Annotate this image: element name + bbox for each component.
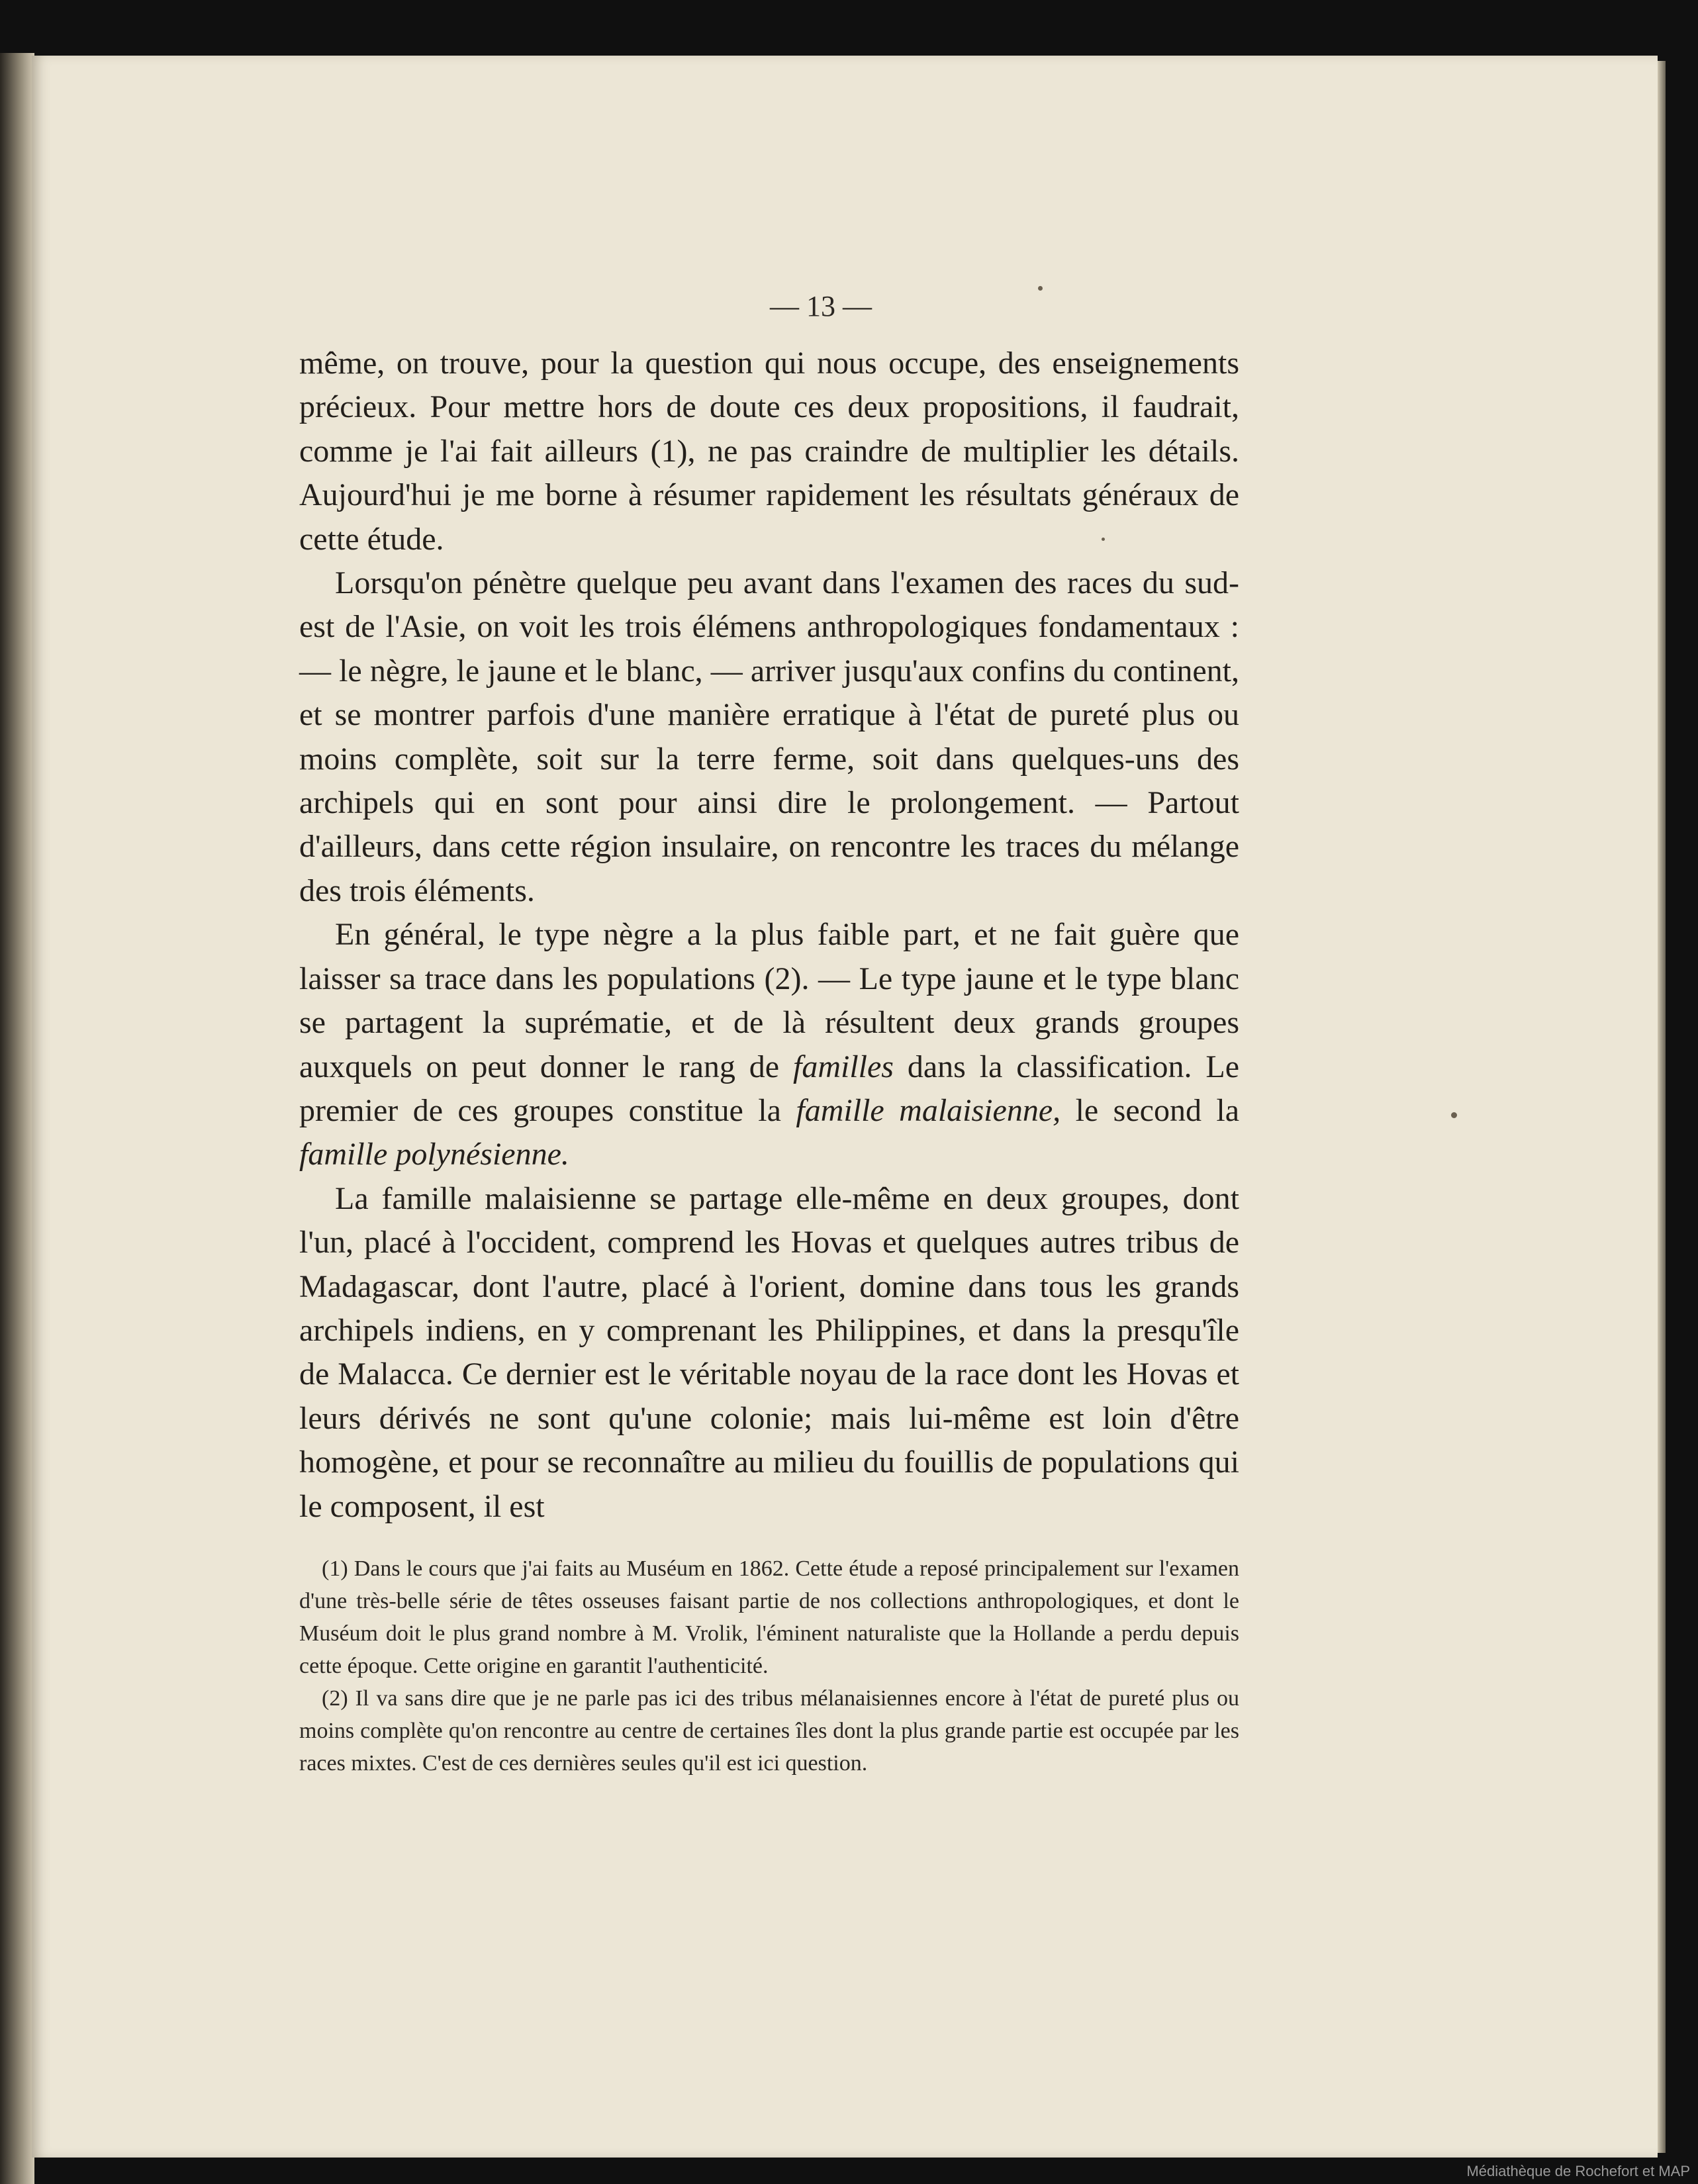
footnote-2: (2) Il va sans dire que je ne parle pas ici des tribus mélanaisiennes encore à l'état de pureté plus ou moins complète qu'on rencontre au centre de certaines îles dont la plus grande partie est occupée par les races mixtes. C'est de ces dernières seules qu'il est ici question. (299, 1686, 1239, 1776)
paragraph-3-text-b: dans la classification. Le premier de ces groupes constitue la (299, 1049, 1240, 1128)
paragraph-2: Lorsqu'on pénètre quelque peu avant dans l'examen des races du sud-est de l'Asie, on voit les trois élémens anthropologiques fondamentaux : — le nègre, le jaune et le blanc, — arriver jusqu'aux confins du continent, et se montrer parfois d'une manière erratique à l'état de pureté plus ou moins complète, soit sur la terre ferme, soit dans quelques-uns des archipels qui en sont pour ainsi dire le prolongement. — Partout d'ailleurs, dans cette région insulaire, on rencontre les traces du mélange des trois éléments. (299, 565, 1239, 908)
paragraph-3-italic-famille-polynesienne: famille polynésienne. (299, 1137, 569, 1172)
image-credit: Médiathèque de Rochefort et MAP (1466, 2163, 1690, 2179)
paper-speck (1451, 1112, 1457, 1118)
paragraph-3-italic-famille-malaisienne: famille malaisienne, (796, 1092, 1061, 1128)
footnote-1: (1) Dans le cours que j'ai faits au Muséum en 1862. Cette étude a reposé principalement sur l'examen d'une très-belle série de têtes osseuses faisant partie de nos collections anthropologiques, et dont le Muséum doit le plus grand nombre à M. Vrolik, l'éminent naturaliste que la Hollande a perdu depuis cette époque. Cette origine en garantit l'authenticité. (299, 1556, 1239, 1678)
footnotes (299, 1552, 1239, 1780)
paragraph-4: La famille malaisienne se partage elle-même en deux groupes, dont l'un, placé à l'occident, comprend les Hovas et quelques autres tribus de Madagascar, dont l'autre, placé à l'orient, domine dans tous les grands archipels indiens, en y comprenant les Philippines, et dans la presqu'île de Malacca. Ce dernier est le véritable noyau de la race dont les Hovas et leurs dérivés ne sont qu'une colonie; mais lui-même est loin d'être homogène, et pour se reconnaître au milieu du fouillis de populations qui le composent, il est (299, 1180, 1239, 1524)
paragraph-3-text-a: En général, le type nègre a la plus faible part, et ne fait guère que laisser sa trace dans les populations (2). — Le type jaune et le type blanc se partagent la suprématie, et de là résultent deux grands groupes auxquels on peut donner le rang de (299, 917, 1239, 1084)
page-fore-edge (1658, 61, 1666, 2153)
paragraph-1: même, on trouve, pour la question qui nous occupe, des enseignements précieux. Pour mettre hors de doute ces deux propositions, il faudrait, comme je l'ai fait ailleurs (1), ne pas craindre de multiplier les détails. Aujourd'hui je me borne à résumer rapidement les résultats généraux de cette étude. (299, 346, 1239, 557)
body-text (299, 342, 1239, 1529)
paragraph-3-text-c: le second la (1075, 1092, 1240, 1128)
paragraph-3 (299, 913, 1239, 1176)
paragraph-3-italic-familles: familles (792, 1049, 894, 1084)
left-page-edge (0, 53, 34, 2184)
page-number: — 13 — (770, 290, 872, 322)
page-header (0, 289, 1698, 323)
